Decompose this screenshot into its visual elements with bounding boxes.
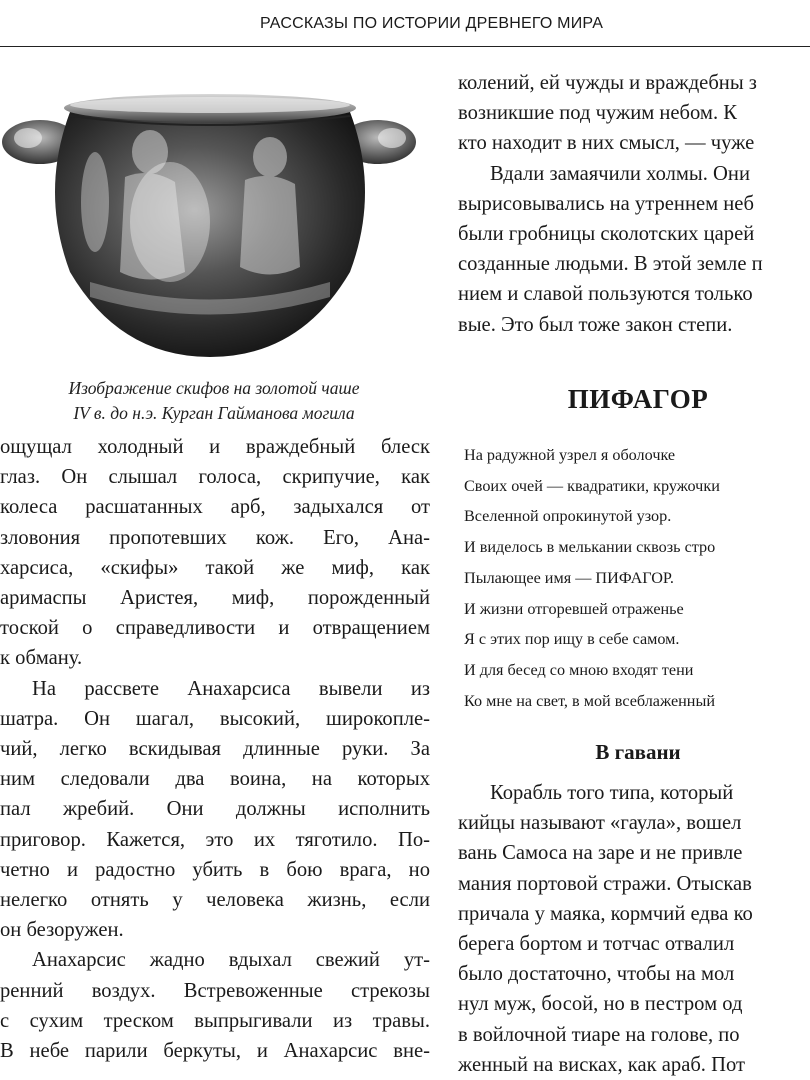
poem-line: Ко мне на свет, в мой всеблаженный — [464, 691, 715, 710]
text-line: вань Самоса на заре и не привле — [458, 842, 743, 865]
poem-line: Пылающее имя — ПИФАГОР. — [464, 568, 674, 587]
text-line: шатра. Он шагал, высокий, широкопле- — [0, 707, 430, 730]
text-line: нелегко отнять у человека жизнь, если — [0, 889, 430, 912]
poem — [464, 440, 720, 716]
text-line: аримаспы Аристея, миф, порожденный — [0, 587, 430, 610]
text-line: ренний воздух. Встревоженные стрекозы — [0, 979, 430, 1002]
text-line: Корабль того типа, который — [490, 782, 734, 804]
text-line: колений, ей чужды и враждебны з — [458, 72, 757, 94]
text-line: глаз. Он слышал голоса, скрипучие, как — [0, 466, 430, 489]
text-line: зловония пропотевших кож. Его, Ана- — [0, 526, 430, 549]
text-line: в войлочной тиаре на голове, по — [458, 1023, 740, 1046]
text-line: тоской о справедливости и отвращением — [0, 617, 430, 640]
caption-line: IV в. до н.э. Курган Гайманова могила — [73, 403, 355, 423]
golden-bowl-figure — [0, 72, 420, 372]
text-line: возникшие под чужим небом. К — [458, 102, 738, 125]
poem-line: Вселенной опрокинутой узор. — [464, 507, 672, 526]
section-title-pythagoras: ПИФАГОР — [567, 384, 709, 414]
right-text-column — [458, 68, 810, 340]
poem-line: Своих очей — квадратики, кружочки — [464, 476, 720, 495]
text-line: пал жребий. Они должны исполнить — [0, 798, 430, 821]
text-line: кто находит в них смысл, — чуже — [458, 132, 755, 155]
text-line: берега бортом и тотчас отвалил — [458, 933, 735, 956]
text-line: ним следовали два воина, на которых — [0, 768, 430, 791]
text-line: чий, легко вскидывая длинные руки. За — [0, 738, 430, 761]
left-text-column — [0, 432, 430, 1066]
harbor-text-column — [458, 778, 810, 1080]
text-line: нул муж, босой, но в пестром од — [458, 993, 743, 1016]
text-line: харсиса, «скифы» такой же миф, как — [0, 556, 430, 579]
running-head: РАССКАЗЫ ПО ИСТОРИИ ДРЕВНЕГО МИРА — [260, 15, 604, 32]
text-line: кийцы называют «гаула», вошел — [458, 812, 742, 835]
text-line: Анахарсис жадно вдыхал свежий ут- — [32, 949, 430, 972]
text-line: ощущал холодный и враждебный блеск — [0, 436, 430, 458]
text-line: В небе парили беркуты, и Анахарсис вне- — [0, 1040, 430, 1063]
text-line: созданные людьми. В этой земле п — [458, 253, 763, 276]
poem-line: На радужной узрел я оболочке — [464, 446, 676, 464]
text-line: колеса расшатанных арб, задыхался от — [0, 496, 430, 519]
text-line: вырисовывались на утреннем неб — [458, 192, 754, 215]
text-line: вые. Это был тоже закон степи. — [458, 313, 733, 336]
page-header — [0, 0, 810, 47]
poem-line: И виделось в мелькании сквозь стро — [464, 538, 716, 557]
poem-line: Я с этих пор ищу в себе самом. — [464, 630, 680, 649]
golden-bowl-illustration — [0, 72, 420, 372]
text-line: он безоружен. — [0, 919, 124, 942]
caption-line: Изображение скифов на золотой чаше — [68, 378, 360, 398]
poem-line: И жизни отгоревшей отраженье — [464, 599, 684, 618]
text-line: нием и славой пользуются только — [458, 283, 753, 306]
text-line: приговор. Кажется, это их тяготило. По- — [0, 828, 430, 851]
text-line: На рассвете Анахарсиса вывели из — [32, 677, 430, 700]
text-line: четно и радостно убить в бою врага, но — [0, 858, 430, 881]
poem-line: И для бесед со мною входят тени — [464, 660, 694, 679]
text-line: были гробницы сколотских царей — [458, 223, 755, 246]
text-line: было достаточно, чтобы на мол — [458, 963, 735, 986]
text-line: мания портовой стражи. Отыскав — [458, 872, 752, 895]
text-line: причала у маяка, кормчий едва ко — [458, 902, 753, 925]
section-title-harbor: В гавани — [595, 740, 681, 764]
text-line: женный на висках, как араб. Пот — [458, 1053, 746, 1076]
text-line: с сухим треском выпрыгивали из травы. — [0, 1009, 430, 1032]
text-line: Вдали замаячили холмы. Они — [490, 162, 750, 185]
text-line: к обману. — [0, 647, 83, 670]
figure-caption — [0, 376, 428, 426]
